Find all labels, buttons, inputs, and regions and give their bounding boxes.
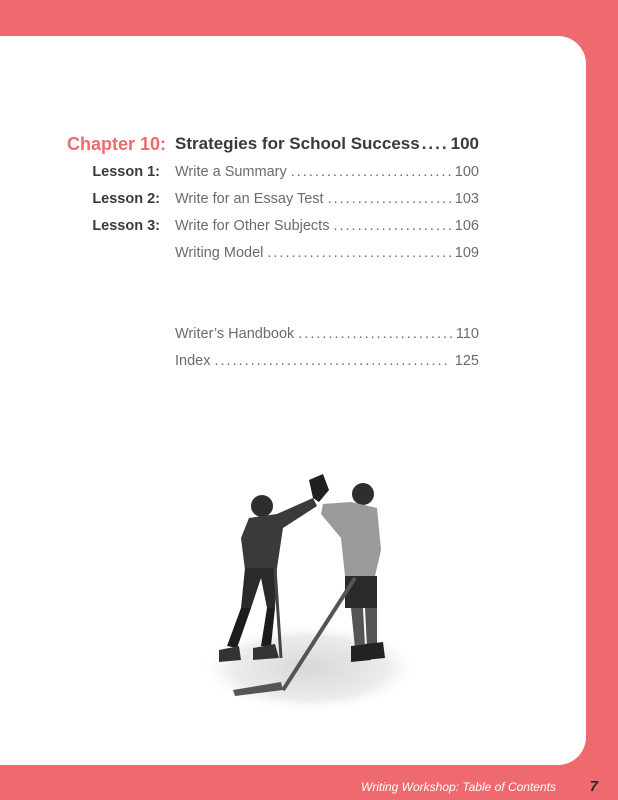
lesson-row (0, 164, 586, 188)
lesson-row (0, 218, 586, 242)
back-matter-page: 125 (454, 353, 479, 369)
dot-leader (333, 218, 450, 234)
dot-leader (422, 134, 449, 154)
back-matter-entry (175, 353, 479, 369)
lesson-entry (175, 218, 479, 234)
lesson-title: Write for Other Subjects (175, 218, 330, 234)
lesson-title: Write for an Essay Test (175, 191, 324, 207)
back-matter-page: 110 (455, 326, 479, 342)
back-matter-row (0, 326, 586, 350)
lesson-page: 109 (454, 245, 479, 261)
chapter-title: Strategies for School Success (175, 134, 420, 153)
lesson-label: Lesson 1: (92, 164, 160, 180)
lesson-title: Write a Summary (175, 164, 287, 180)
back-matter-row (0, 353, 586, 377)
dot-leader (328, 191, 451, 207)
chapter-label: Chapter 10: (66, 134, 166, 154)
back-matter-entry (175, 326, 479, 342)
chapter-entry (175, 134, 479, 154)
dot-leader (298, 326, 452, 342)
dot-leader (291, 164, 451, 180)
chapter-page: 100 (450, 134, 479, 153)
hockey-players-image (205, 468, 420, 713)
lesson-page: 106 (454, 218, 479, 234)
lesson-entry (175, 245, 479, 261)
lesson-page: 100 (454, 164, 479, 180)
page-number: 7 (589, 778, 598, 795)
lesson-title: Writing Model (175, 245, 264, 261)
back-matter-title: Writer’s Handbook (175, 326, 295, 342)
lesson-row (0, 245, 586, 269)
dot-leader (267, 245, 450, 261)
back-matter-title: Index (175, 353, 211, 369)
lesson-entry (175, 191, 479, 207)
footer-title: Writing Workshop: Table of Contents (361, 780, 556, 794)
lesson-entry (175, 164, 479, 180)
chapter-row (0, 134, 586, 158)
lesson-label: Lesson 3: (92, 218, 160, 234)
dot-leader (214, 353, 450, 369)
lesson-row (0, 191, 586, 215)
lesson-page: 103 (454, 191, 479, 207)
lesson-label: Lesson 2: (92, 191, 160, 207)
